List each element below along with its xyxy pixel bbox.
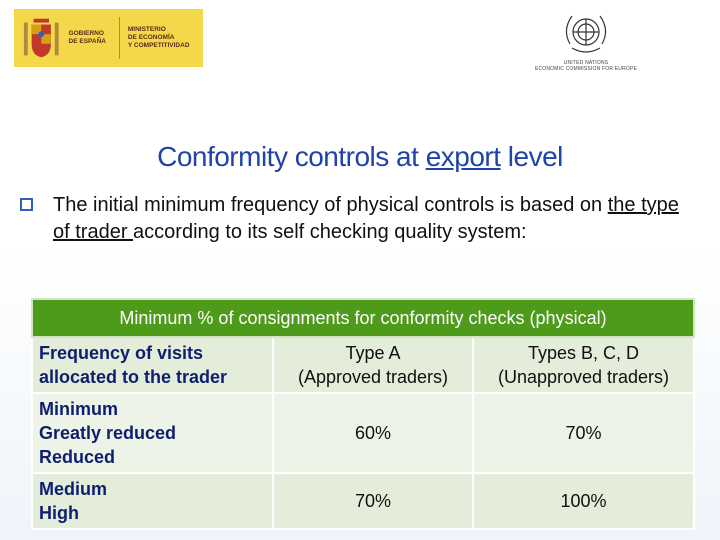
types-bcd-value: 70%	[473, 393, 694, 473]
conformity-table	[31, 298, 695, 530]
types-bcd-value: 100%	[473, 473, 694, 529]
un-caption-1: UNITED NATIONS	[563, 60, 609, 66]
slide-title	[0, 141, 720, 173]
ministry-line-3: Y COMPETITIVIDAD	[127, 42, 190, 49]
title-part-2: level	[500, 141, 563, 172]
bullet-text	[53, 192, 700, 246]
un-emblem-icon	[558, 8, 614, 60]
title-underlined: export	[425, 141, 501, 172]
row-label-line: Medium	[39, 479, 108, 499]
col-header-frequency-line-2: allocated to the trader	[39, 367, 228, 387]
bullet-point	[20, 192, 700, 246]
row-label-line: Greatly reduced	[39, 423, 177, 443]
ministry-line-1: MINISTERIO	[127, 26, 166, 33]
col-header-frequency	[32, 337, 273, 393]
bullet-part-1: The initial minimum frequency of physical controls is based on	[53, 194, 608, 216]
col-header-type-a-line-1: Type A	[345, 343, 401, 363]
checkbox-bullet-icon	[20, 198, 33, 211]
title-part-1: Conformity controls at	[157, 141, 426, 172]
col-header-types-bcd-line-1: Types B, C, D	[527, 343, 640, 363]
col-header-frequency-line-1: Frequency of visits	[39, 343, 204, 363]
table-row	[32, 393, 694, 473]
gov-line-2: DE ESPAÑA	[68, 38, 106, 45]
col-header-type-a-line-2: (Approved traders)	[297, 367, 449, 387]
un-logo	[527, 8, 645, 74]
col-header-types-bcd	[473, 337, 694, 393]
row-label-line: Reduced	[39, 447, 116, 467]
coat-of-arms-icon	[22, 14, 61, 62]
logo-divider	[119, 17, 120, 59]
type-a-value: 70%	[273, 473, 473, 529]
row-label	[32, 473, 273, 529]
col-header-type-a	[273, 337, 473, 393]
bullet-part-2: according to its self checking quality system:	[133, 221, 527, 243]
spanish-government-logo	[14, 9, 203, 67]
table-row	[32, 473, 694, 529]
type-a-value: 60%	[273, 393, 473, 473]
row-label	[32, 393, 273, 473]
ministry-name	[128, 26, 203, 50]
row-label-line: High	[39, 503, 79, 523]
column-header-row	[32, 337, 694, 393]
un-caption-2: ECONOMIC COMMISSION FOR EUROPE	[534, 66, 638, 72]
gov-line-1: GOBIERNO	[68, 30, 104, 37]
ministry-line-2: DE ECONOMÍA	[127, 34, 175, 41]
row-label-line: Minimum	[39, 399, 118, 419]
table-header: Minimum % of consignments for conformity checks (physical)	[32, 299, 694, 337]
government-name	[69, 30, 111, 46]
bullet-underlined: the type of trader	[53, 194, 679, 243]
col-header-types-bcd-line-2: (Unapproved traders)	[497, 367, 670, 387]
